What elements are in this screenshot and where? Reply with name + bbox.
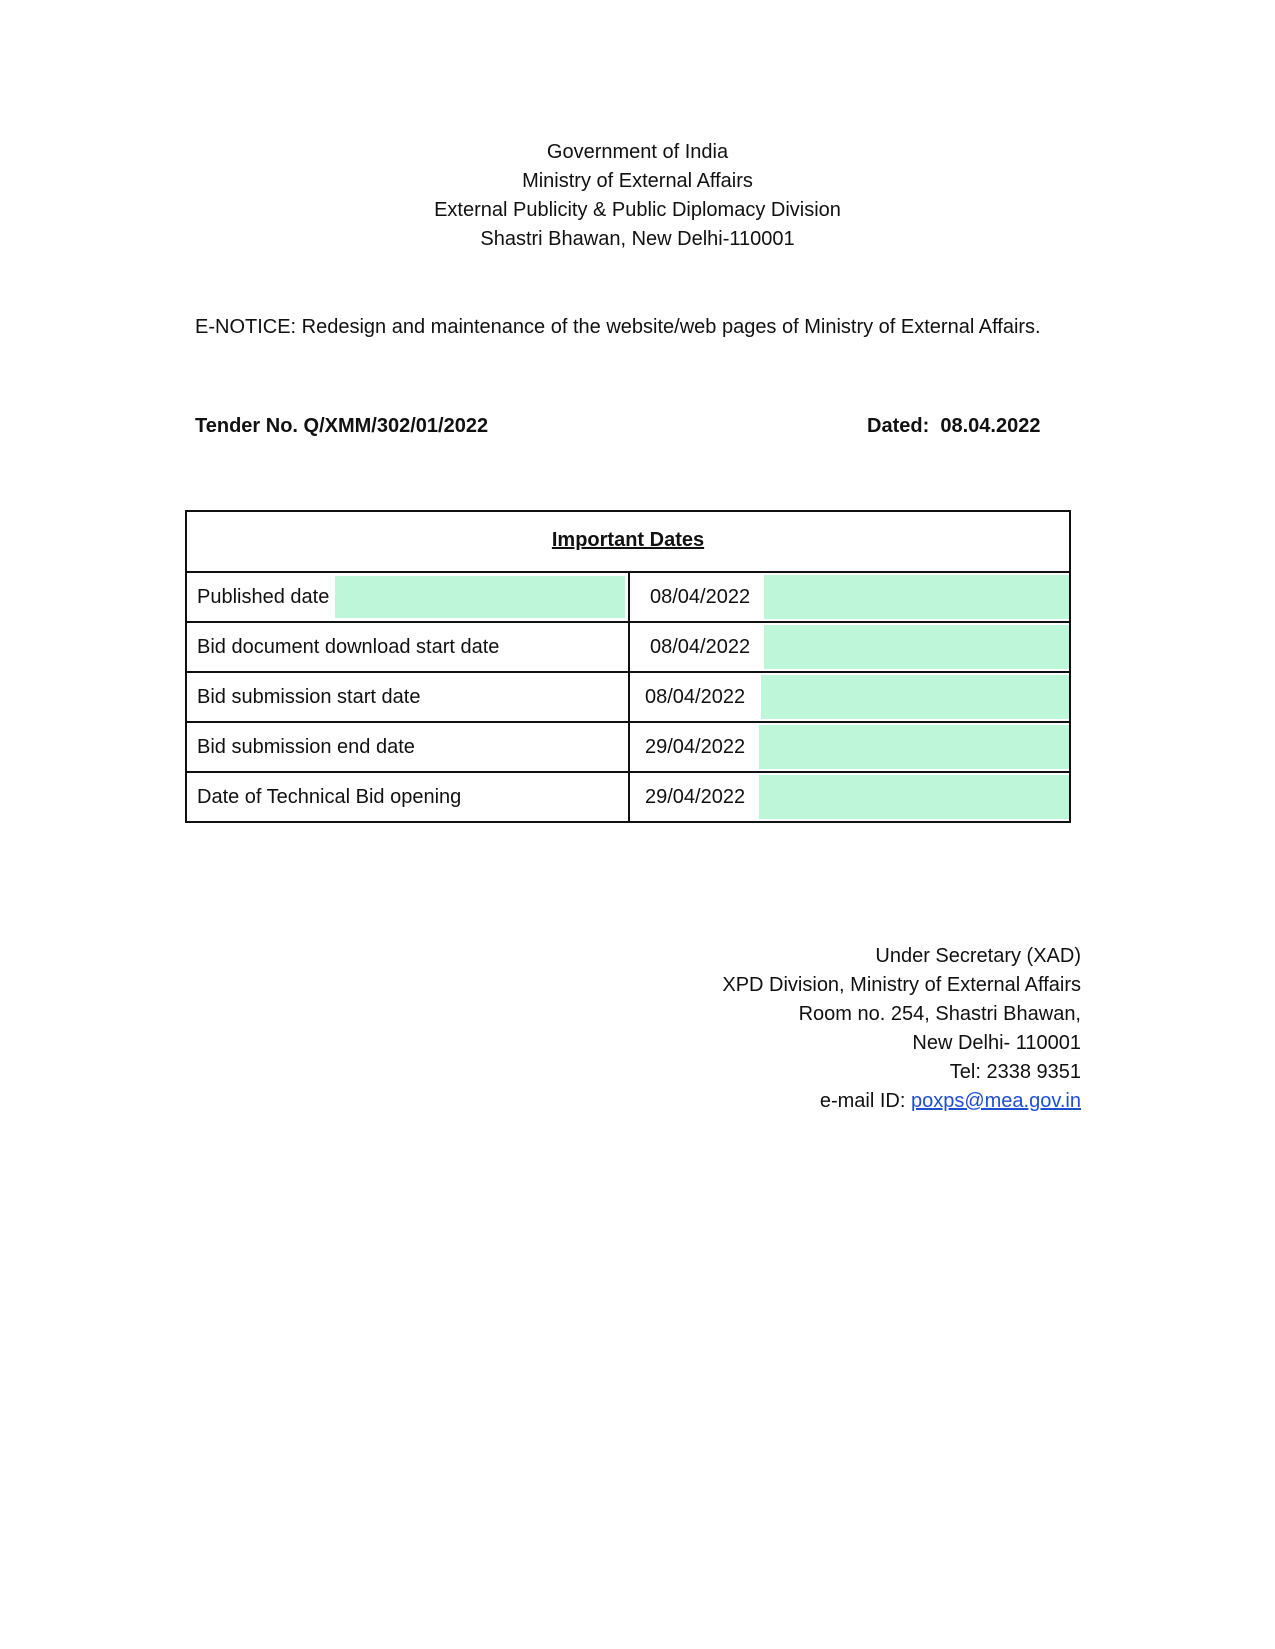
row-label: Date of Technical Bid opening: [197, 786, 462, 808]
row-label-cell: [187, 773, 630, 821]
tender-date: Dated: 08.04.2022: [867, 415, 1041, 437]
row-label: Bid document download start date: [197, 636, 500, 658]
signatory-phone: Tel: 2338 9351: [949, 1061, 1081, 1083]
email-label: e-mail ID:: [819, 1090, 911, 1112]
row-value: 08/04/2022: [645, 686, 746, 708]
cell-highlight: [335, 576, 625, 618]
table-title: Important Dates: [187, 512, 1069, 573]
letterhead-line-address: Shastri Bhawan, New Delhi-110001: [480, 228, 795, 250]
row-label: Bid submission start date: [197, 686, 421, 708]
cell-highlight: [764, 625, 1069, 669]
letterhead-line-division: External Publicity & Public Diplomacy Division: [434, 199, 841, 221]
table-row: [187, 573, 1069, 623]
row-label-cell: [187, 673, 630, 721]
table-row: [187, 773, 1069, 821]
important-dates-table: [185, 510, 1071, 823]
cell-highlight: [764, 575, 1069, 619]
row-label: Published date: [197, 586, 330, 608]
row-value: 08/04/2022: [650, 636, 751, 658]
signature-block: [481, 942, 1081, 1116]
letterhead-line-government: Government of India: [546, 141, 729, 163]
letterhead: [0, 138, 1275, 254]
table-row: [187, 673, 1069, 723]
row-label: Bid submission end date: [197, 736, 415, 758]
signatory-division: XPD Division, Ministry of External Affairs: [722, 974, 1081, 996]
letterhead-line-ministry: Ministry of External Affairs: [522, 170, 753, 192]
cell-highlight: [759, 775, 1069, 819]
notice-subject: E-NOTICE: Redesign and maintenance of the website/web pages of Ministry of External Affairs.: [195, 316, 1041, 338]
row-value: 08/04/2022: [650, 586, 751, 608]
row-value-cell: [630, 773, 1069, 821]
cell-highlight: [761, 675, 1069, 719]
row-value-cell: [630, 723, 1069, 771]
table-row: [187, 623, 1069, 673]
cell-highlight: [759, 725, 1069, 769]
table-row: [187, 723, 1069, 773]
row-value: 29/04/2022: [645, 736, 746, 758]
signatory-email-line: [481, 1087, 1081, 1116]
row-value-cell: [630, 673, 1069, 721]
row-label-cell: [187, 623, 630, 671]
signatory-title: Under Secretary (XAD): [875, 945, 1081, 967]
email-link[interactable]: poxps@mea.gov.in: [910, 1090, 1081, 1112]
row-value: 29/04/2022: [645, 786, 746, 808]
signatory-room: Room no. 254, Shastri Bhawan,: [798, 1003, 1081, 1025]
row-value-cell: [630, 623, 1069, 671]
row-value-cell: [630, 573, 1069, 621]
signatory-city: New Delhi- 110001: [912, 1032, 1081, 1054]
row-label-cell: [187, 723, 630, 771]
tender-number: Tender No. Q/XMM/302/01/2022: [195, 415, 489, 437]
row-label-cell: [187, 573, 630, 621]
